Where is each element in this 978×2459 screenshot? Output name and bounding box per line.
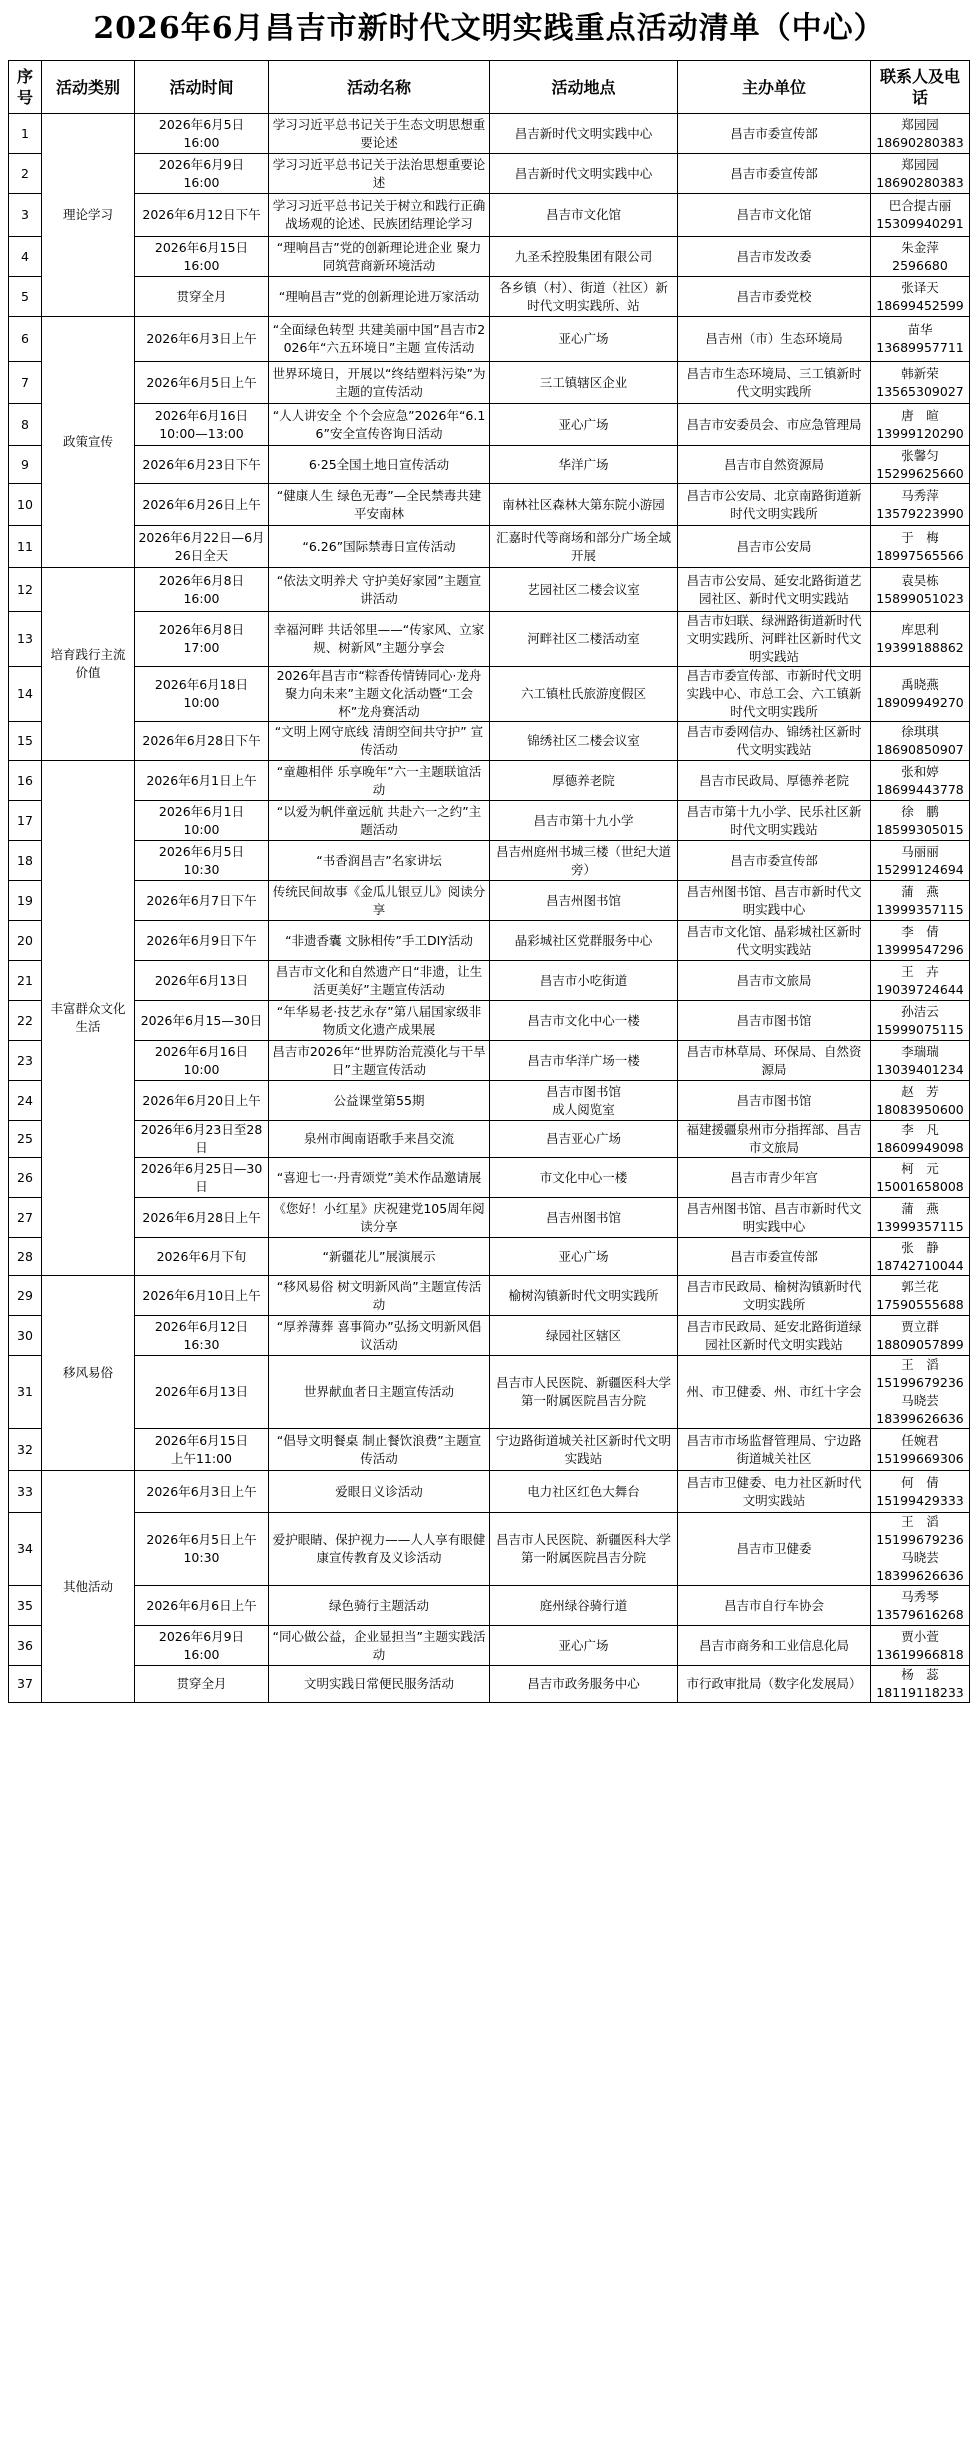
cell-time: 2026年6月15—30日 [135,1001,269,1041]
cell-organizer: 昌吉市自行车协会 [678,1586,871,1626]
cell-location: 亚心广场 [490,1626,678,1666]
cell-location: 市文化中心一楼 [490,1158,678,1198]
cell-contact: 蒲 燕 13999357115 [871,881,970,921]
cell-seq: 25 [9,1121,42,1158]
cell-time: 2026年6月9日下午 [135,921,269,961]
cell-time: 2026年6月5日 16:00 [135,114,269,154]
cell-seq: 23 [9,1041,42,1081]
cell-seq: 7 [9,362,42,404]
table-row [9,612,970,667]
cell-activity-name: “依法文明养犬 守护美好家园”主题宣讲活动 [269,568,490,612]
cell-seq: 12 [9,568,42,612]
cell-contact: 李瑞瑞 13039401234 [871,1041,970,1081]
cell-organizer: 州、市卫健委、州、市红十字会 [678,1356,871,1429]
cell-activity-name: 爱护眼睛、保护视力——人人享有眼健康宣传教育及义诊活动 [269,1513,490,1586]
table-row [9,568,970,612]
cell-seq: 4 [9,237,42,277]
table-row [9,722,970,761]
cell-time: 2026年6月18日 10:00 [135,667,269,722]
table-row [9,194,970,237]
cell-location: 亚心广场 [490,317,678,362]
header-time: 活动时间 [135,61,269,114]
cell-time: 2026年6月16日 10:00 [135,1041,269,1081]
cell-activity-name: 学习习近平总书记关于生态文明思想重要论述 [269,114,490,154]
cell-activity-name: 6·25全国土地日宣传活动 [269,446,490,484]
header-contact: 联系人及电话 [871,61,970,114]
table-row [9,1356,970,1429]
cell-activity-name: “年华易老·技艺永存”第八届国家级非物质文化遗产成果展 [269,1001,490,1041]
cell-activity-name: “喜迎七一·丹青颂党”美术作品邀请展 [269,1158,490,1198]
cell-time: 2026年6月8日 17:00 [135,612,269,667]
cell-organizer: 昌吉市公安局、延安北路街道艺园社区、新时代文明实践站 [678,568,871,612]
cell-contact: 李 倩 13999547296 [871,921,970,961]
cell-organizer: 昌吉市安委员会、市应急管理局 [678,404,871,446]
cell-location: 宁边路街道城关社区新时代文明实践站 [490,1429,678,1471]
cell-organizer: 昌吉州图书馆、昌吉市新时代文明实践中心 [678,1198,871,1238]
cell-location: 晶彩城社区党群服务中心 [490,921,678,961]
cell-seq: 2 [9,154,42,194]
cell-organizer: 昌吉市第十九小学、民乐社区新时代文明实践站 [678,801,871,841]
cell-time: 2026年6月6日上午 [135,1586,269,1626]
cell-location: 昌吉州图书馆 [490,1198,678,1238]
cell-time: 2026年6月7日下午 [135,881,269,921]
cell-activity-name: “文明上网守底线 清朗空间共守护” 宣传活动 [269,722,490,761]
cell-contact: 徐 鹏 18599305015 [871,801,970,841]
table-row [9,1081,970,1121]
cell-location: 九圣禾控股集团有限公司 [490,237,678,277]
table-row [9,1586,970,1626]
cell-activity-name: “移风易俗 树文明新风尚”主题宣传活动 [269,1276,490,1316]
cell-activity-name: “倡导文明餐桌 制止餐饮浪费”主题宣传活动 [269,1429,490,1471]
cell-location: 昌吉市华洋广场一楼 [490,1041,678,1081]
cell-organizer: 昌吉市图书馆 [678,1081,871,1121]
cell-location: 昌吉市人民医院、新疆医科大学第一附属医院昌吉分院 [490,1513,678,1586]
cell-time: 2026年6月12日下午 [135,194,269,237]
cell-location: 厚德养老院 [490,761,678,801]
cell-seq: 20 [9,921,42,961]
cell-location: 昌吉市文化中心一楼 [490,1001,678,1041]
cell-seq: 18 [9,841,42,881]
cell-organizer: 昌吉市公安局 [678,526,871,568]
cell-location: 昌吉州图书馆 [490,881,678,921]
cell-time: 2026年6月5日上午 10:30 [135,1513,269,1586]
table-row [9,1316,970,1356]
cell-time: 2026年6月15日 16:00 [135,237,269,277]
cell-contact: 禹晓燕 18909949270 [871,667,970,722]
cell-activity-name: 2026年昌吉市“粽香传情铸同心·龙舟聚力向未来”主题文化活动暨“工会杯”龙舟赛活动 [269,667,490,722]
cell-seq: 8 [9,404,42,446]
cell-location: 榆树沟镇新时代文明实践所 [490,1276,678,1316]
cell-organizer: 昌吉市卫健委 [678,1513,871,1586]
table-row [9,237,970,277]
cell-location: 庭州绿谷骑行道 [490,1586,678,1626]
cell-organizer: 昌吉市公安局、北京南路街道新时代文明实践所 [678,484,871,526]
cell-activity-name: “同心做公益，企业显担当”主题实践活动 [269,1626,490,1666]
cell-category: 理论学习 [42,114,135,317]
cell-contact: 唐 暄 13999120290 [871,404,970,446]
cell-seq: 16 [9,761,42,801]
cell-contact: 柯 元 15001658008 [871,1158,970,1198]
table-row [9,1471,970,1513]
cell-contact: 库思利 19399188862 [871,612,970,667]
cell-organizer: 昌吉市图书馆 [678,1001,871,1041]
cell-location: 昌吉亚心广场 [490,1121,678,1158]
cell-activity-name: 公益课堂第55期 [269,1081,490,1121]
cell-activity-name: “以爱为帆伴童远航 共赴六一之约”主题活动 [269,801,490,841]
cell-category: 丰富群众文化生活 [42,761,135,1276]
cell-time: 2026年6月下旬 [135,1238,269,1276]
cell-activity-name: “童趣相伴 乐享晚年”六一主题联谊活动 [269,761,490,801]
table-row [9,526,970,568]
cell-category: 培育践行主流价值 [42,568,135,761]
cell-contact: 蒲 燕 13999357115 [871,1198,970,1238]
cell-activity-name: 学习习近平总书记关于树立和践行正确战场观的论述、民族团结理论学习 [269,194,490,237]
cell-contact: 徐琪琪 18690850907 [871,722,970,761]
table-row [9,801,970,841]
header-category: 活动类别 [42,61,135,114]
cell-organizer: 昌吉市委宣传部、市新时代文明实践中心、市总工会、六工镇新时代文明实践所 [678,667,871,722]
cell-time: 2026年6月5日 10:30 [135,841,269,881]
cell-organizer: 昌吉市商务和工业信息化局 [678,1626,871,1666]
cell-activity-name: “非遗香囊 文脉相传”手工DIY活动 [269,921,490,961]
table-row [9,1513,970,1586]
cell-organizer: 昌吉市自然资源局 [678,446,871,484]
cell-location: 昌吉市小吃街道 [490,961,678,1001]
cell-organizer: 昌吉市市场监督管理局、宁边路街道城关社区 [678,1429,871,1471]
cell-time: 2026年6月3日上午 [135,317,269,362]
cell-seq: 10 [9,484,42,526]
cell-contact: 马秀琴 13579616268 [871,1586,970,1626]
cell-organizer: 昌吉市委宣传部 [678,114,871,154]
cell-contact: 郭兰花 17590555688 [871,1276,970,1316]
cell-time: 2026年6月3日上午 [135,1471,269,1513]
header-location: 活动地点 [490,61,678,114]
cell-contact: 张译天 18699452599 [871,277,970,317]
cell-time: 2026年6月20日上午 [135,1081,269,1121]
cell-activity-name: 文明实践日常便民服务活动 [269,1666,490,1703]
cell-time: 2026年6月9日 16:00 [135,1626,269,1666]
header-organizer: 主办单位 [678,61,871,114]
cell-seq: 37 [9,1666,42,1703]
cell-category: 移风易俗 [42,1276,135,1471]
table-row [9,1238,970,1276]
cell-seq: 15 [9,722,42,761]
cell-contact: 孙洁云 15999075115 [871,1001,970,1041]
cell-seq: 33 [9,1471,42,1513]
cell-seq: 11 [9,526,42,568]
table-row [9,961,970,1001]
cell-contact: 王 卉 19039724644 [871,961,970,1001]
cell-contact: 杨 蕊 18119118233 [871,1666,970,1703]
table-row [9,667,970,722]
cell-time: 2026年6月5日上午 [135,362,269,404]
cell-activity-name: “厚养薄葬 喜事简办”弘扬文明新风倡议活动 [269,1316,490,1356]
table-row [9,277,970,317]
cell-contact: 贾小萱 13619966818 [871,1626,970,1666]
cell-location: 昌吉新时代文明实践中心 [490,114,678,154]
cell-seq: 14 [9,667,42,722]
cell-location: 昌吉市图书馆 成人阅览室 [490,1081,678,1121]
cell-time: 2026年6月23日下午 [135,446,269,484]
cell-time: 2026年6月12日 16:30 [135,1316,269,1356]
cell-time: 2026年6月15日 上午11:00 [135,1429,269,1471]
cell-activity-name: “健康人生 绿色无毒”—全民禁毒共建平安南林 [269,484,490,526]
cell-seq: 1 [9,114,42,154]
cell-location: 艺园社区二楼会议室 [490,568,678,612]
cell-location: 昌吉州庭州书城三楼（世纪大道旁） [490,841,678,881]
cell-activity-name: “理响昌吉”党的创新理论进企业 聚力同筑营商新环境活动 [269,237,490,277]
cell-activity-name: 幸福河畔 共话邻里——“传家风、立家规、树新风”主题分享会 [269,612,490,667]
cell-contact: 张 静 18742710044 [871,1238,970,1276]
cell-seq: 29 [9,1276,42,1316]
cell-contact: 马秀萍 13579223990 [871,484,970,526]
table-row [9,446,970,484]
cell-organizer: 昌吉市民政局、榆树沟镇新时代文明实践所 [678,1276,871,1316]
cell-seq: 35 [9,1586,42,1626]
cell-seq: 27 [9,1198,42,1238]
table-row [9,317,970,362]
header-seq: 序号 [9,61,42,114]
cell-organizer: 昌吉市卫健委、电力社区新时代文明实践站 [678,1471,871,1513]
cell-location: 昌吉新时代文明实践中心 [490,154,678,194]
cell-activity-name: 昌吉市文化和自然遗产日“非遗，让生活更美好”主题宣传活动 [269,961,490,1001]
cell-seq: 17 [9,801,42,841]
table-header-row [9,61,970,114]
cell-organizer: 福建援疆泉州市分指挥部、昌吉市文旅局 [678,1121,871,1158]
cell-contact: 于 梅 18997565566 [871,526,970,568]
cell-category: 政策宣传 [42,317,135,568]
cell-seq: 26 [9,1158,42,1198]
cell-organizer: 昌吉市生态环境局、三工镇新时代文明实践所 [678,362,871,404]
cell-location: 昌吉市第十九小学 [490,801,678,841]
cell-time: 2026年6月9日 16:00 [135,154,269,194]
cell-time: 贯穿全月 [135,1666,269,1703]
cell-organizer: 昌吉市文化馆 [678,194,871,237]
cell-activity-name: “理响昌吉”党的创新理论进万家活动 [269,277,490,317]
cell-time: 贯穿全月 [135,277,269,317]
cell-seq: 13 [9,612,42,667]
cell-seq: 30 [9,1316,42,1356]
cell-contact: 何 倩 15199429333 [871,1471,970,1513]
cell-organizer: 昌吉市青少年宫 [678,1158,871,1198]
table-row [9,1001,970,1041]
cell-organizer: 昌吉市文旅局 [678,961,871,1001]
cell-activity-name: 昌吉市2026年“世界防治荒漠化与干旱日”主题宣传活动 [269,1041,490,1081]
document-title: 2026年6月昌吉市新时代文明实践重点活动清单（中心） [93,11,885,46]
cell-time: 2026年6月25日—30日 [135,1158,269,1198]
cell-organizer: 昌吉市文化馆、晶彩城社区新时代文明实践站 [678,921,871,961]
cell-organizer: 昌吉市林草局、环保局、自然资源局 [678,1041,871,1081]
table-row [9,484,970,526]
cell-organizer: 昌吉市委宣传部 [678,841,871,881]
activity-table [8,60,970,1703]
cell-seq: 28 [9,1238,42,1276]
cell-location: 亚心广场 [490,1238,678,1276]
cell-seq: 22 [9,1001,42,1041]
cell-contact: 郑园园 18690280383 [871,154,970,194]
cell-activity-name: 世界献血者日主题宣传活动 [269,1356,490,1429]
cell-contact: 张和婷 18699443778 [871,761,970,801]
cell-activity-name: 泉州市闽南语歌手来昌交流 [269,1121,490,1158]
cell-time: 2026年6月22日—6月26日全天 [135,526,269,568]
cell-contact: 任婉君 15199669306 [871,1429,970,1471]
cell-contact: 巴合提古丽 15309940291 [871,194,970,237]
cell-time: 2026年6月23日至28日 [135,1121,269,1158]
table-row [9,761,970,801]
table-row [9,841,970,881]
cell-location: 昌吉市文化馆 [490,194,678,237]
cell-organizer: 昌吉市民政局、延安北路街道绿园社区新时代文明实践站 [678,1316,871,1356]
cell-time: 2026年6月13日 [135,1356,269,1429]
cell-organizer: 昌吉州（市）生态环境局 [678,317,871,362]
table-row [9,881,970,921]
cell-location: 三工镇辖区企业 [490,362,678,404]
cell-organizer: 昌吉市委宣传部 [678,154,871,194]
table-row [9,1041,970,1081]
cell-time: 2026年6月16日 10:00—13:00 [135,404,269,446]
cell-location: 昌吉市政务服务中心 [490,1666,678,1703]
table-row [9,1429,970,1471]
cell-contact: 张馨匀 15299625660 [871,446,970,484]
cell-activity-name: 绿色骑行主题活动 [269,1586,490,1626]
cell-seq: 6 [9,317,42,362]
cell-contact: 李 凡 18609949098 [871,1121,970,1158]
cell-location: 华洋广场 [490,446,678,484]
cell-time: 2026年6月10日上午 [135,1276,269,1316]
cell-organizer: 昌吉市妇联、绿洲路街道新时代文明实践所、河畔社区新时代文明实践站 [678,612,871,667]
cell-category: 其他活动 [42,1471,135,1703]
cell-seq: 9 [9,446,42,484]
cell-location: 锦绣社区二楼会议室 [490,722,678,761]
cell-contact: 苗华 13689957711 [871,317,970,362]
cell-time: 2026年6月1日上午 [135,761,269,801]
cell-time: 2026年6月28日上午 [135,1198,269,1238]
cell-location: 电力社区红色大舞台 [490,1471,678,1513]
cell-activity-name: 传统民间故事《金瓜儿银豆儿》阅读分享 [269,881,490,921]
cell-seq: 32 [9,1429,42,1471]
cell-seq: 34 [9,1513,42,1586]
cell-location: 六工镇杜氏旅游度假区 [490,667,678,722]
cell-seq: 36 [9,1626,42,1666]
cell-location: 亚心广场 [490,404,678,446]
cell-seq: 3 [9,194,42,237]
cell-organizer: 昌吉市委宣传部 [678,1238,871,1276]
table-row [9,362,970,404]
cell-time: 2026年6月26日上午 [135,484,269,526]
cell-time: 2026年6月28日下午 [135,722,269,761]
cell-contact: 袁昊栋 15899051023 [871,568,970,612]
table-row [9,1666,970,1703]
header-activity-name: 活动名称 [269,61,490,114]
table-row [9,154,970,194]
cell-time: 2026年6月8日 16:00 [135,568,269,612]
cell-contact: 王 滔 15199679236 马晓芸 18399626636 [871,1513,970,1586]
cell-activity-name: 世界环境日，开展以“终结塑料污染”为主题的宣传活动 [269,362,490,404]
cell-organizer: 昌吉州图书馆、昌吉市新时代文明实践中心 [678,881,871,921]
table-row [9,1121,970,1158]
cell-seq: 21 [9,961,42,1001]
cell-activity-name: 《您好！小红星》庆祝建党105周年阅读分享 [269,1198,490,1238]
cell-contact: 贾立群 18809057899 [871,1316,970,1356]
cell-activity-name: “新疆花儿”展演展示 [269,1238,490,1276]
cell-organizer: 昌吉市发改委 [678,237,871,277]
cell-time: 2026年6月13日 [135,961,269,1001]
cell-activity-name: “书香润昌吉”名家讲坛 [269,841,490,881]
table-row [9,1626,970,1666]
cell-contact: 王 滔 15199679236 马晓芸 18399626636 [871,1356,970,1429]
table-row [9,114,970,154]
cell-activity-name: 学习习近平总书记关于法治思想重要论述 [269,154,490,194]
cell-seq: 19 [9,881,42,921]
cell-seq: 24 [9,1081,42,1121]
cell-organizer: 昌吉市民政局、厚德养老院 [678,761,871,801]
table-row [9,1158,970,1198]
table-body [9,114,970,1703]
cell-contact: 韩新荣 13565309027 [871,362,970,404]
table-row [9,1276,970,1316]
cell-location: 河畔社区二楼活动室 [490,612,678,667]
cell-seq: 5 [9,277,42,317]
cell-contact: 赵 芳 18083950600 [871,1081,970,1121]
cell-organizer: 昌吉市委网信办、锦绣社区新时代文明实践站 [678,722,871,761]
cell-location: 绿园社区辖区 [490,1316,678,1356]
cell-contact: 马丽丽 15299124694 [871,841,970,881]
cell-activity-name: “人人讲安全 个个会应急”2026年“6.16”安全宣传咨询日活动 [269,404,490,446]
cell-location: 汇嘉时代等商场和部分广场全域开展 [490,526,678,568]
cell-contact: 朱金萍 2596680 [871,237,970,277]
cell-activity-name: “全面绿色转型 共建美丽中国”昌吉市2026年“六五环境日”主题 宣传活动 [269,317,490,362]
cell-organizer: 昌吉市委党校 [678,277,871,317]
cell-location: 昌吉市人民医院、新疆医科大学第一附属医院昌吉分院 [490,1356,678,1429]
cell-location: 各乡镇（村）、街道（社区）新时代文明实践所、站 [490,277,678,317]
cell-location: 南林社区森林大第东院小游园 [490,484,678,526]
cell-activity-name: “6.26”国际禁毒日宣传活动 [269,526,490,568]
table-row [9,921,970,961]
cell-activity-name: 爱眼日义诊活动 [269,1471,490,1513]
table-row [9,1198,970,1238]
cell-time: 2026年6月1日 10:00 [135,801,269,841]
table-row [9,404,970,446]
cell-seq: 31 [9,1356,42,1429]
cell-contact: 郑园园 18690280383 [871,114,970,154]
cell-organizer: 市行政审批局（数字化发展局） [678,1666,871,1703]
